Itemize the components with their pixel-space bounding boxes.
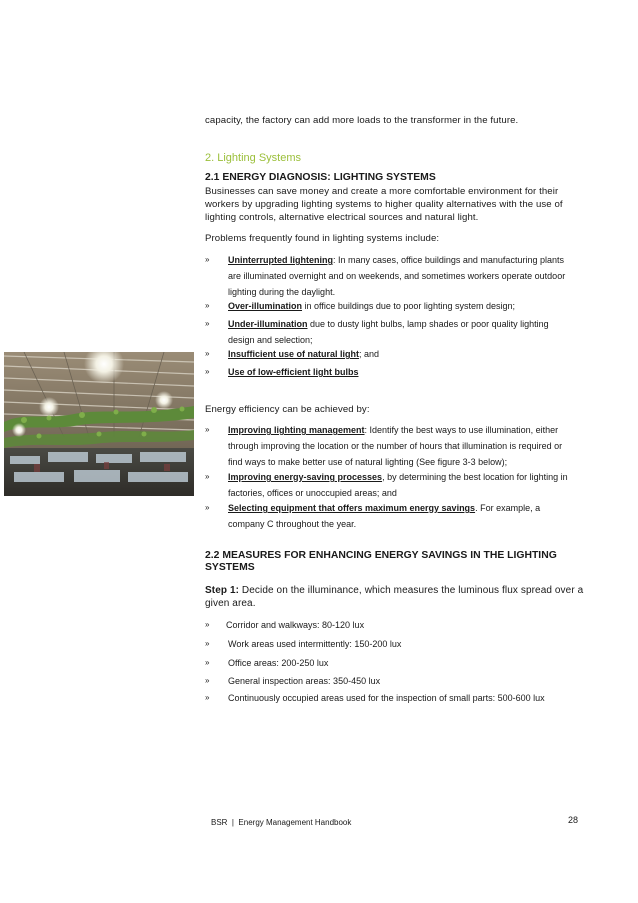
problem-text: : In many cases, office buildings and manufacturing plants are illuminated overnight and on weekends, and sometimes workers operate outdoor lighting during the daylight. bbox=[228, 255, 566, 297]
lux-item bbox=[205, 690, 577, 706]
problem-title: Insufficient use of natural light bbox=[228, 349, 360, 359]
efficiency-item bbox=[205, 422, 577, 470]
bullet-icon: » bbox=[205, 676, 210, 685]
bullet-icon: » bbox=[205, 620, 210, 629]
problem-item bbox=[205, 364, 577, 380]
bullet-icon: » bbox=[205, 301, 210, 310]
problem-item bbox=[205, 346, 577, 362]
factory-lighting-photo bbox=[4, 352, 194, 496]
lux-item bbox=[205, 655, 577, 671]
lux-item bbox=[205, 636, 577, 652]
lux-item bbox=[205, 617, 577, 633]
problem-text: due to dusty light bulbs, lamp shades or poor quality lighting design and selection; bbox=[228, 319, 549, 345]
problem-title: Uninterrupted lightening bbox=[228, 255, 333, 265]
efficiency-item bbox=[205, 500, 577, 532]
bullet-icon: » bbox=[205, 658, 210, 667]
problem-title: Under-illumination bbox=[228, 319, 308, 329]
efficiency-title: Improving lighting management bbox=[228, 425, 365, 435]
intro-line: capacity, the factory can add more loads to the transformer in the future. bbox=[205, 115, 519, 126]
efficiency-text: : Identify the best ways to use illumination, either through improving the location or the number of hours that illumination is required or find ways to make better use of natural lighting (See figure 3-3 below); bbox=[228, 425, 563, 467]
lux-text: Work areas used intermittently: 150-200 lux bbox=[228, 639, 402, 649]
bullet-icon: » bbox=[205, 319, 210, 328]
problem-item bbox=[205, 316, 577, 348]
problem-title: Use of low-efficient light bulbs bbox=[228, 367, 359, 377]
problem-text: in office buildings due to poor lighting system design; bbox=[302, 301, 515, 311]
section-title: 2. Lighting Systems bbox=[205, 152, 301, 164]
factory-lighting-photo-drawing bbox=[4, 352, 194, 496]
bullet-icon: » bbox=[205, 349, 210, 358]
bullet-icon: » bbox=[205, 503, 210, 512]
heading-2-1: 2.1 ENERGY DIAGNOSIS: LIGHTING SYSTEMS bbox=[205, 172, 436, 183]
problem-text: ; and bbox=[359, 349, 380, 359]
footer: BSR | Energy Management Handbook bbox=[211, 818, 352, 827]
page-number: 28 bbox=[568, 815, 579, 825]
bullet-icon: » bbox=[205, 255, 210, 264]
step-1 bbox=[205, 584, 585, 610]
lux-text: General inspection areas: 350-450 lux bbox=[228, 676, 381, 686]
bullet-icon: » bbox=[205, 367, 210, 376]
problem-item bbox=[205, 252, 577, 300]
problem-item bbox=[205, 298, 577, 314]
efficiency-title: Selecting equipment that offers maximum energy savings bbox=[228, 503, 476, 513]
lux-text: Office areas: 200-250 lux bbox=[228, 658, 329, 668]
lux-item bbox=[205, 673, 577, 689]
step-text: Decide on the illuminance, which measures the luminous flux spread over a given area. bbox=[205, 585, 584, 609]
efficiency-text: . For example, a company C throughout the year. bbox=[228, 503, 541, 529]
efficiency-title: Improving energy-saving processes bbox=[228, 472, 383, 482]
paragraph-2-1: Businesses can save money and create a more comfortable environment for their workers by upgrading lighting systems to higher quality alternatives with the use of lighting controls, alternative electrical sources and natural light. bbox=[205, 186, 563, 223]
bullet-icon: » bbox=[205, 425, 210, 434]
bullet-icon: » bbox=[205, 639, 210, 648]
bullet-icon: » bbox=[205, 472, 210, 481]
efficiency-intro: Energy efficiency can be achieved by: bbox=[205, 404, 370, 415]
heading-2-2: 2.2 MEASURES FOR ENHANCING ENERGY SAVINGS IN THE LIGHTING SYSTEMS bbox=[205, 550, 557, 573]
bullet-icon: » bbox=[205, 693, 210, 702]
step-label: Step 1: bbox=[205, 585, 240, 596]
efficiency-text: , by determining the best location for lighting in factories, offices or unoccupied areas; and bbox=[228, 472, 568, 498]
lux-text: Corridor and walkways: 80-120 lux bbox=[226, 620, 365, 630]
problems-intro: Problems frequently found in lighting systems include: bbox=[205, 233, 440, 244]
problem-title: Over-illumination bbox=[228, 301, 303, 311]
lux-text: Continuously occupied areas used for the inspection of small parts: 500-600 lux bbox=[228, 693, 545, 703]
efficiency-item bbox=[205, 469, 577, 501]
